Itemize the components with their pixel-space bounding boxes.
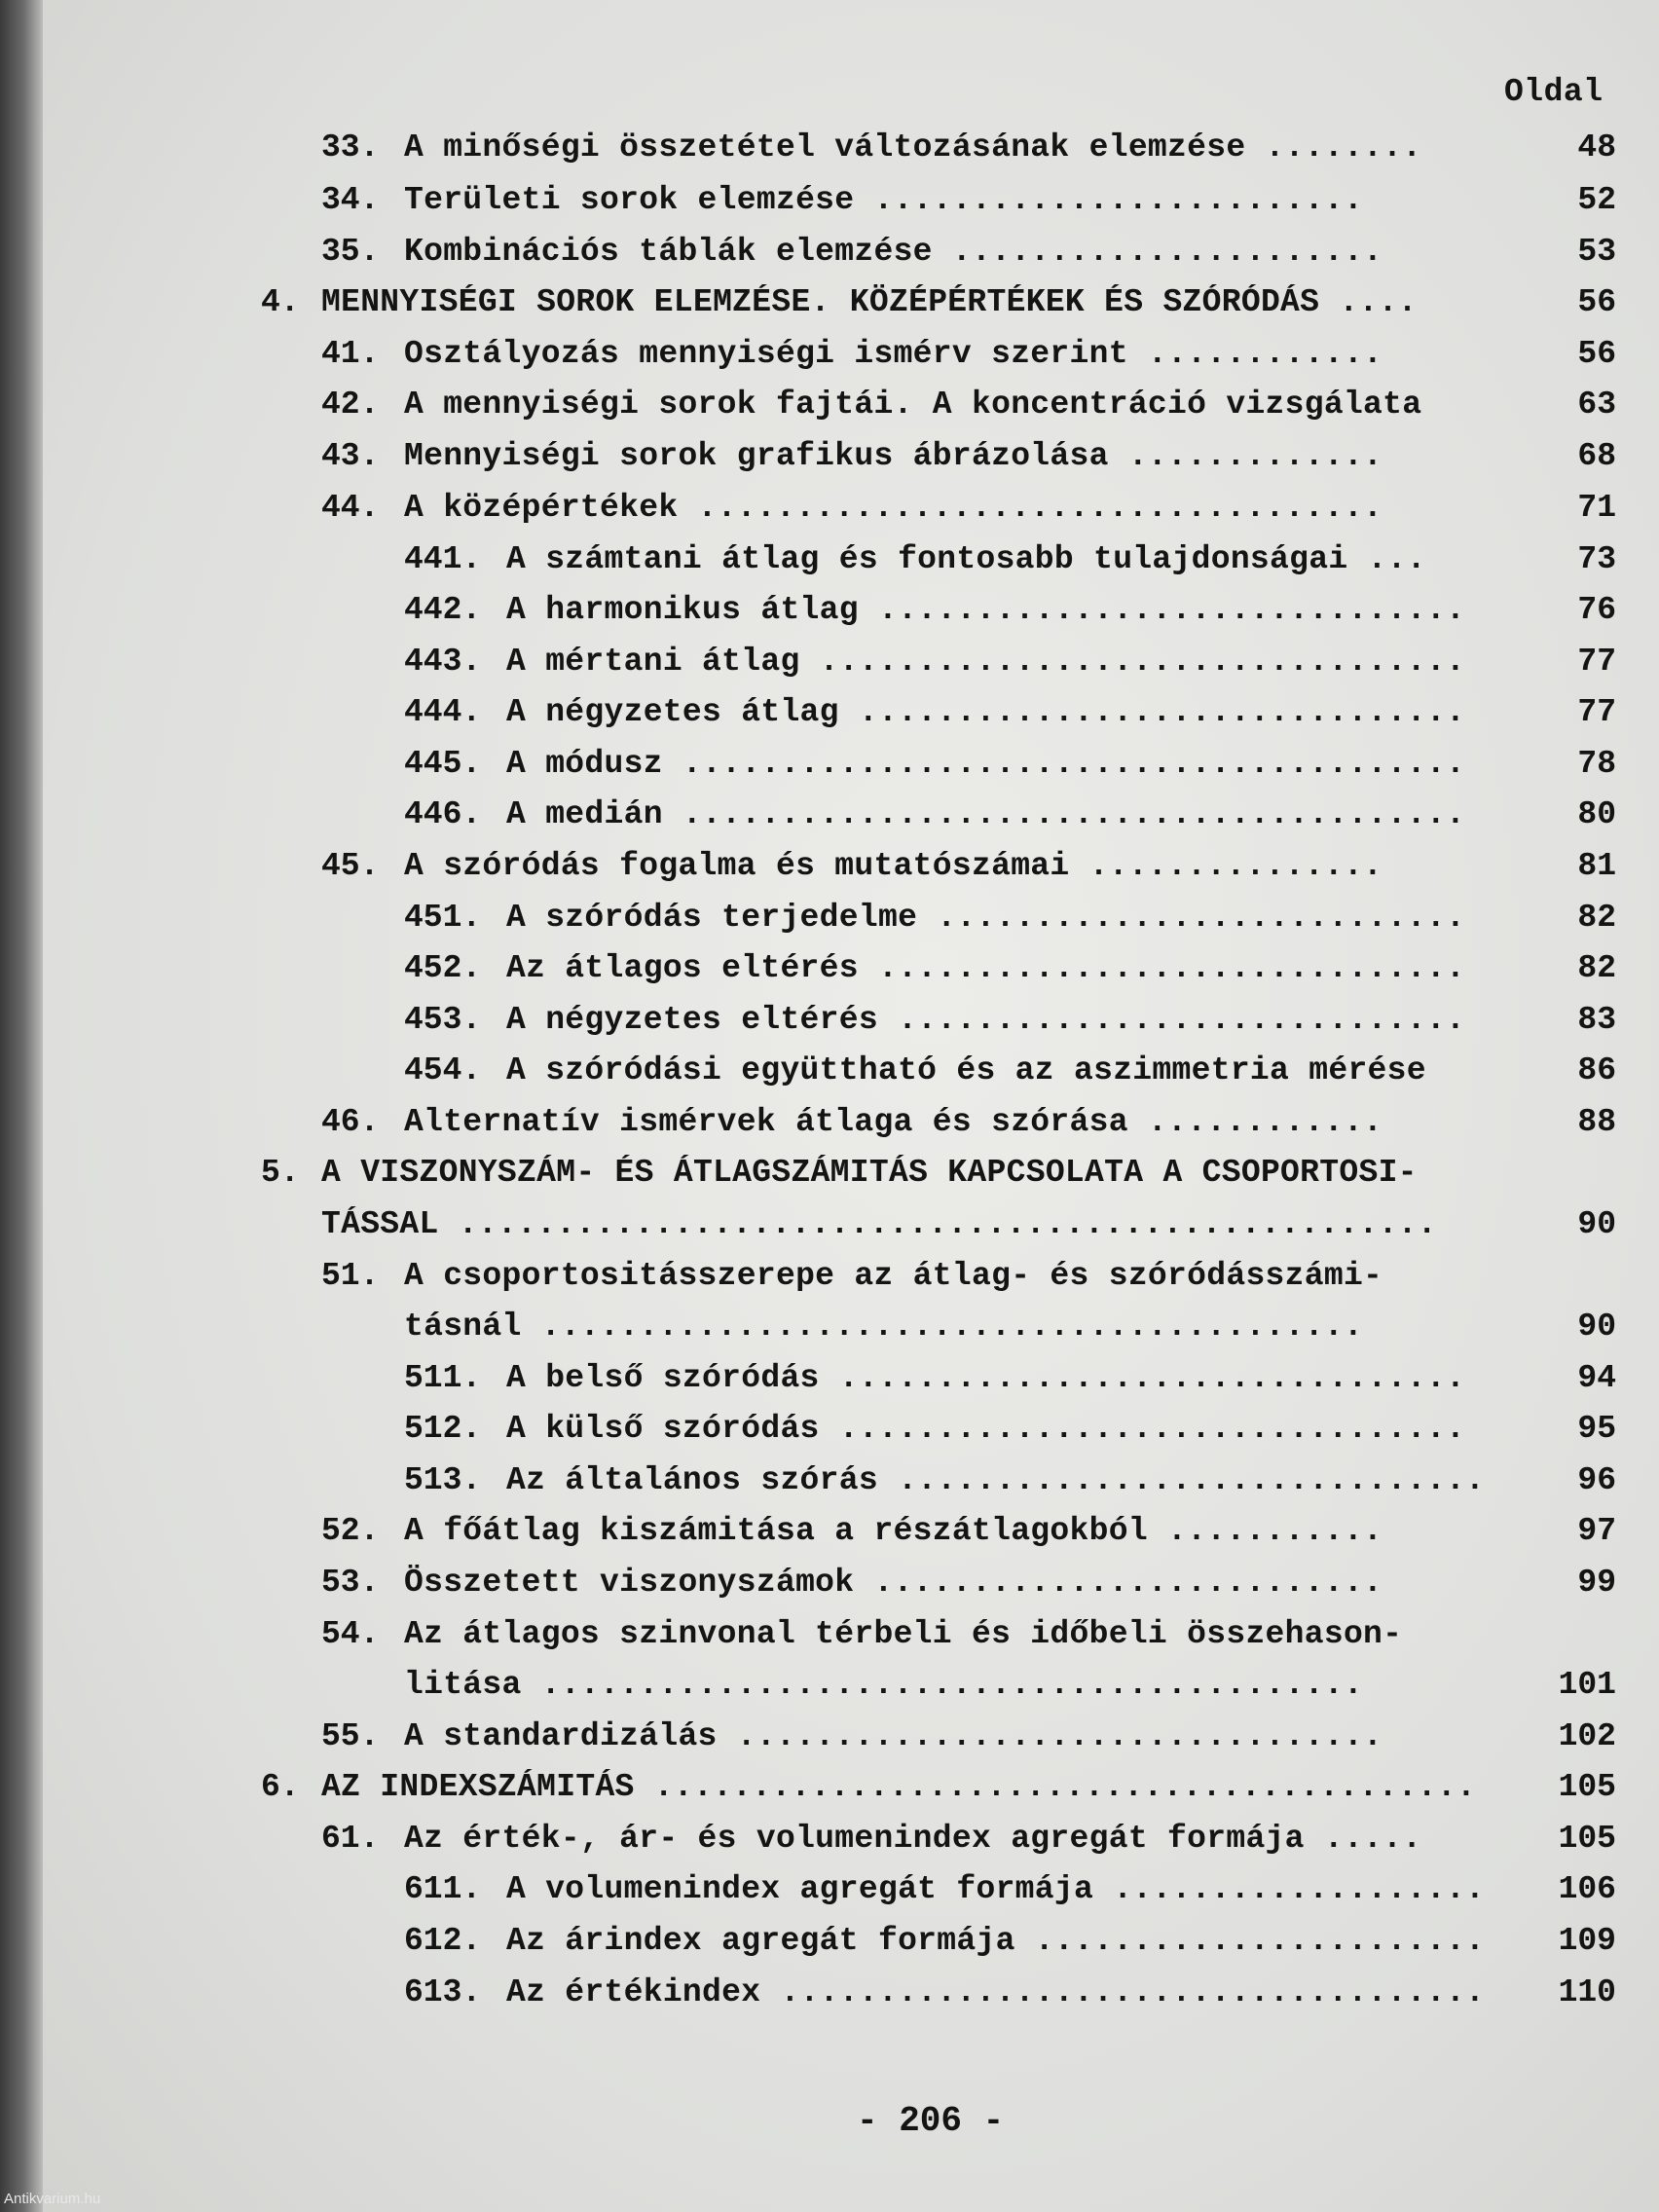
toc-entry-number: 41. [321,336,380,372]
toc-entry-page: 109 [1558,1923,1616,1959]
toc-entry-title: Az árindex agregát formája ....................... [506,1923,1486,1959]
toc-entry-title: Területi sorok elemzése ......................... [404,182,1364,218]
toc-entry-number: 34. [321,182,380,218]
toc-entry-title: TÁSSAL .................................................. [321,1206,1437,1242]
toc-entry [0,336,1659,387]
toc-entry [0,900,1659,950]
toc-entry-number: 452. [404,950,482,986]
toc-entry-title: litása .......................................... [404,1667,1364,1703]
toc-entry-number: 611. [404,1871,482,1907]
toc-entry [0,1871,1659,1922]
toc-entry-title: MENNYISÉGI SOROK ELEMZÉSE. KÖZÉPÉRTÉKEK ÉS SZÓRÓDÁS .... [321,284,1418,320]
toc-entry-title: A mennyiségi sorok fajtái. A koncentráció vizsgálata [404,387,1422,423]
toc-entry [0,1309,1659,1359]
toc-entry-title: A VISZONYSZÁM- ÉS ÁTLAGSZÁMITÁS KAPCSOLATA A CSOPORTOSI- [321,1155,1418,1191]
toc-entry-title: A négyzetes átlag ............................... [506,694,1466,730]
toc-entry-title: Osztályozás mennyiségi ismérv szerint ............ [404,336,1383,372]
toc-entry [0,1667,1659,1717]
toc-entry-page: 48 [1577,129,1616,166]
toc-entry [0,1974,1659,2025]
toc-entry-page: 56 [1577,336,1616,372]
toc-entry-number: 443. [404,644,482,680]
toc-entry [0,284,1659,335]
toc-entry-number: 451. [404,900,482,936]
toc-entry-title: A szóródás terjedelme ........................... [506,900,1466,936]
toc-entry-title: A standardizálás ................................. [404,1718,1383,1754]
toc-entry [0,541,1659,592]
toc-entry-number: 5. [261,1155,300,1191]
toc-entry-title: A főátlag kiszámitása a részátlagokból ........... [404,1513,1383,1549]
toc-entry-number: 52. [321,1513,380,1549]
toc-entry-title: Összetett viszonyszámok .......................... [404,1565,1383,1601]
toc-entry [0,1565,1659,1615]
toc-entry-page: 86 [1577,1052,1616,1088]
toc-entry-page: 90 [1577,1309,1616,1345]
toc-entry [0,387,1659,437]
toc-entry-page: 106 [1558,1871,1616,1907]
toc-entry-page: 96 [1577,1462,1616,1498]
toc-entry [0,1923,1659,1973]
toc-entry [0,746,1659,796]
toc-entry-page: 78 [1577,746,1616,782]
toc-entry-number: 512. [404,1411,482,1447]
toc-entry [0,234,1659,284]
page-number-footer: - 206 - [857,2101,1005,2141]
toc-entry-number: 55. [321,1718,380,1754]
toc-entry-number: 33. [321,129,380,166]
toc-entry-title: A csoportositásszerepe az átlag- és szóródásszámi- [404,1258,1383,1294]
toc-entry-page: 77 [1577,694,1616,730]
toc-entry [0,1718,1659,1769]
toc-entry-number: 45. [321,848,380,884]
toc-entry [0,1616,1659,1667]
toc-entry-number: 442. [404,592,482,628]
toc-entry-page: 77 [1577,644,1616,680]
toc-entry-number: 612. [404,1923,482,1959]
toc-entry-number: 43. [321,438,380,474]
toc-entry-page: 63 [1577,387,1616,423]
toc-entry-number: 46. [321,1104,380,1140]
toc-entry-number: 513. [404,1462,482,1498]
toc-entry-number: 446. [404,796,482,832]
toc-entry-page: 99 [1577,1565,1616,1601]
toc-entry [0,796,1659,847]
toc-entry [0,1002,1659,1052]
toc-entry-number: 454. [404,1052,482,1088]
toc-entry-page: 53 [1577,234,1616,270]
toc-entry-number: 444. [404,694,482,730]
toc-entry [0,1513,1659,1564]
toc-entry [0,129,1659,180]
toc-entry-title: A medián ........................................ [506,796,1466,832]
toc-entry-number: 6. [261,1769,300,1805]
toc-entry-title: Az átlagos eltérés .............................. [506,950,1466,986]
toc-entry-page: 71 [1577,490,1616,526]
toc-entry-page: 110 [1558,1974,1616,2010]
toc-entry [0,1206,1659,1257]
toc-entry-title: Az átlagos szinvonal térbeli és időbeli összehason- [404,1616,1403,1652]
toc-entry-title: Az értékindex .................................... [506,1974,1486,2010]
toc-entry [0,1360,1659,1411]
toc-entry-title: A módusz ........................................ [506,746,1466,782]
toc-entry-number: 445. [404,746,482,782]
toc-entry [0,438,1659,489]
toc-entry [0,1769,1659,1820]
toc-entry-page: 56 [1577,284,1616,320]
toc-entry [0,490,1659,540]
toc-entry-page: 88 [1577,1104,1616,1140]
toc-entry-page: 76 [1577,592,1616,628]
toc-entry-number: 511. [404,1360,482,1396]
page-column-header: Oldal [1504,74,1604,110]
toc-entry-title: Mennyiségi sorok grafikus ábrázolása ............. [404,438,1383,474]
toc-entry [0,592,1659,643]
toc-entry-page: 90 [1577,1206,1616,1242]
toc-entry [0,644,1659,694]
toc-entry-title: A mértani átlag ................................. [506,644,1466,680]
toc-entry-title: Kombinációs táblák elemzése ...................... [404,234,1383,270]
toc-entry-number: 44. [321,490,380,526]
toc-entry-page: 81 [1577,848,1616,884]
toc-entry-number: 42. [321,387,380,423]
toc-entry-page: 94 [1577,1360,1616,1396]
toc-entry-title: A minőségi összetétel változásának elemzése ........ [404,129,1422,166]
toc-entry-title: A négyzetes eltérés ............................. [506,1002,1466,1038]
toc-entry-title: Alternatív ismérvek átlaga és szórása ............ [404,1104,1383,1140]
toc-entry [0,1258,1659,1309]
toc-entry-number: 613. [404,1974,482,2010]
toc-entry [0,950,1659,1001]
toc-entry-number: 54. [321,1616,380,1652]
toc-entry-title: A szóródási együttható és az aszimmetria mérése [506,1052,1426,1088]
toc-entry-page: 73 [1577,541,1616,577]
toc-entry-page: 105 [1558,1769,1616,1805]
toc-entry-number: 35. [321,234,380,270]
toc-entry-title: Az érték-, ár- és volumenindex agregát formája ..... [404,1821,1422,1857]
toc-entry-number: 4. [261,284,300,320]
toc-entry-title: A belső szóródás ................................ [506,1360,1466,1396]
watermark-text: Antikvarium.hu [4,2191,101,2207]
toc-entry-page: 105 [1558,1821,1616,1857]
toc-entry-title: tásnál .......................................... [404,1309,1364,1345]
toc-entry [0,1821,1659,1871]
toc-entry-title: A külső szóródás ................................ [506,1411,1466,1447]
toc-entry-title: A szóródás fogalma és mutatószámai ............... [404,848,1383,884]
toc-entry [0,694,1659,745]
toc-entry [0,1052,1659,1103]
toc-entry-title: AZ INDEXSZÁMITÁS .......................................... [321,1769,1477,1805]
toc-entry-number: 61. [321,1821,380,1857]
toc-entry [0,1462,1659,1513]
toc-entry-title: A harmonikus átlag .............................. [506,592,1466,628]
toc-entry-page: 82 [1577,950,1616,986]
toc-entry-number: 51. [321,1258,380,1294]
toc-entry-page: 101 [1558,1667,1616,1703]
toc-entry-number: 441. [404,541,482,577]
toc-entry-page: 95 [1577,1411,1616,1447]
toc-entry-page: 83 [1577,1002,1616,1038]
toc-entry [0,848,1659,899]
toc-entry-page: 68 [1577,438,1616,474]
toc-entry-page: 82 [1577,900,1616,936]
toc-entry [0,1155,1659,1205]
toc-entry [0,1411,1659,1461]
toc-entry-page: 102 [1558,1718,1616,1754]
toc-entry-page: 80 [1577,796,1616,832]
toc-entry-number: 53. [321,1565,380,1601]
toc-entry-number: 453. [404,1002,482,1038]
toc-entry [0,182,1659,233]
toc-entry-title: A középértékek ................................... [404,490,1383,526]
toc-entry-title: Az általános szórás .............................. [506,1462,1486,1498]
toc-entry-page: 97 [1577,1513,1616,1549]
toc-entry-title: A volumenindex agregát formája ................... [506,1871,1486,1907]
toc-entry [0,1104,1659,1155]
toc-entry-title: A számtani átlag és fontosabb tulajdonságai ... [506,541,1426,577]
toc-entry-page: 52 [1577,182,1616,218]
